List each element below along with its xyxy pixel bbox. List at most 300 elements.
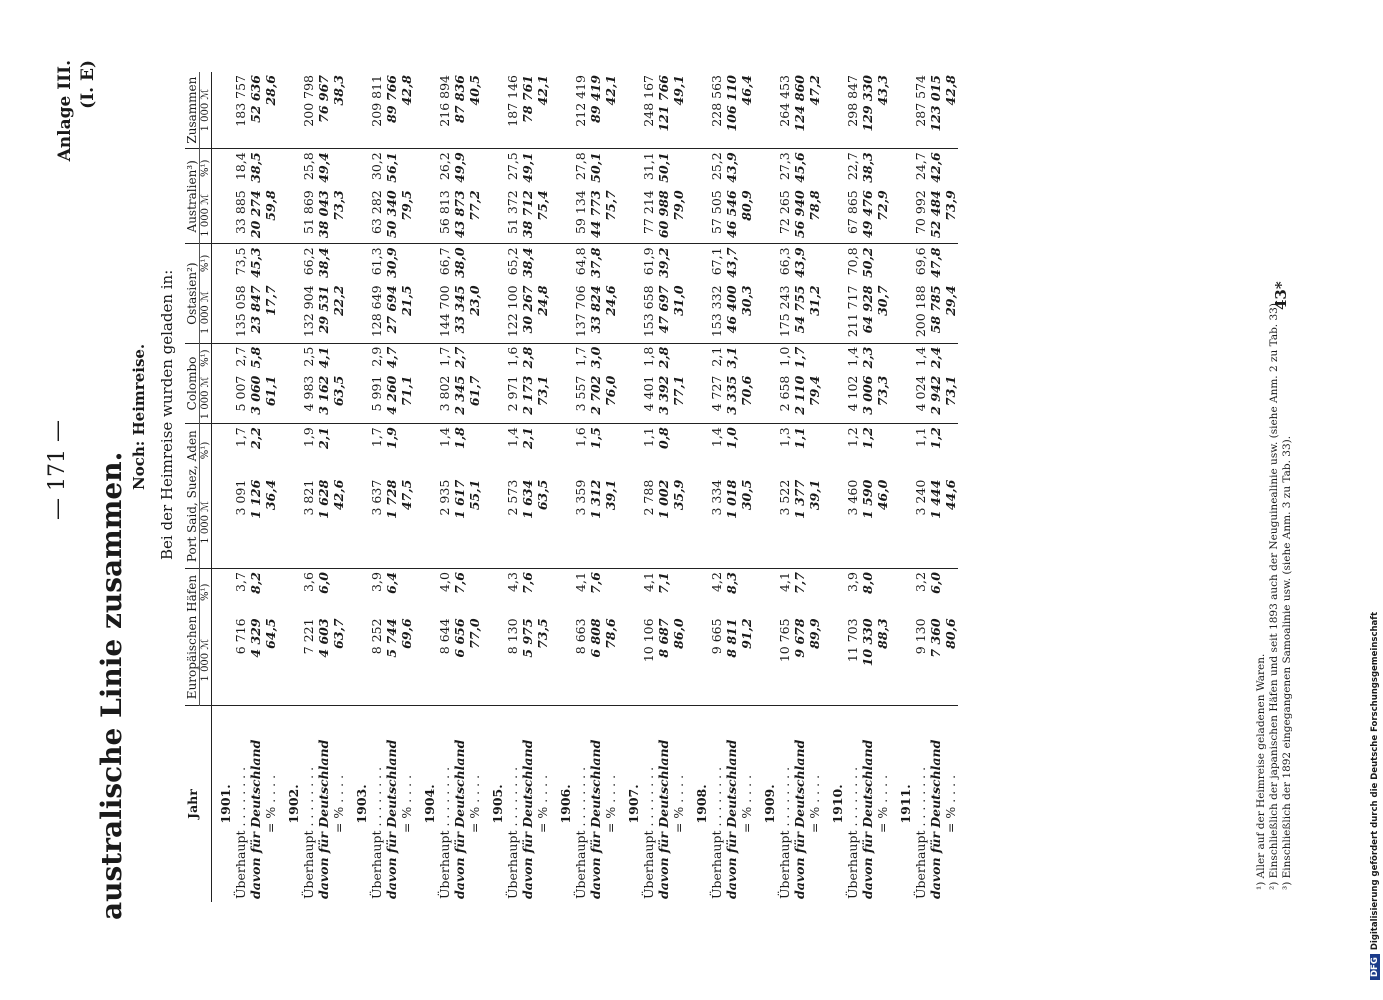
cell-value: 7,6 [588, 572, 603, 594]
cell-value: 56,1 [384, 152, 399, 183]
row-label-germany: davon für Deutschland [248, 739, 263, 899]
cell-value: 49,1 [520, 152, 535, 183]
spacer-cell [686, 615, 709, 705]
cell-value: 39,1 [807, 477, 822, 569]
cell-value: 70,6 [739, 373, 754, 424]
spacer-cell [278, 72, 301, 149]
cell-value: 77,2 [467, 187, 482, 244]
cell-value: 43,7 [724, 247, 739, 278]
spacer-cell [603, 424, 618, 477]
unit-m: 1 000 ℳ [200, 615, 212, 705]
cell-value: 27,3 [777, 152, 792, 181]
cell-value: 228 563 [709, 72, 724, 149]
cell-value: 1,1 [792, 427, 807, 449]
cell-value: 33 885 [233, 187, 248, 244]
spacer-cell [263, 569, 278, 616]
table-row [845, 72, 860, 902]
cell-value: 1 312 [588, 477, 603, 569]
spacer-cell [414, 72, 437, 149]
spacer-cell [482, 72, 505, 149]
spacer-cell [212, 282, 234, 343]
spacer-cell [482, 282, 505, 343]
row-label-pct: = % . . . . [535, 774, 550, 834]
cell-value: 26,2 [437, 152, 452, 181]
table-row [437, 72, 452, 902]
spacer-cell [278, 424, 301, 477]
row-label-pct: = % . . . . [399, 774, 414, 834]
year-cell: 1907. [626, 784, 641, 824]
spacer-cell [212, 569, 234, 616]
spacer-cell [754, 187, 777, 244]
cell-value: 77 214 [641, 187, 656, 244]
cell-value: 132 904 [301, 282, 316, 343]
unit-pct: %¹) [200, 254, 211, 273]
row-label-pct: = % . . . . [875, 774, 890, 834]
cell-value: 30,9 [384, 247, 399, 278]
spacer-cell [482, 569, 505, 616]
cell-value: 2 658 [777, 373, 792, 424]
cell-value: 1,2 [845, 427, 860, 448]
cell-value: 216 894 [437, 72, 452, 149]
spacer-cell [212, 244, 234, 283]
cell-value: 3 240 [913, 477, 928, 569]
cell-value: 65,2 [505, 247, 520, 276]
table-row [467, 72, 482, 902]
cell-value: 73,9 [943, 187, 958, 244]
row-label-total: Überhaupt . . . . . . . . [369, 766, 384, 899]
cell-value: 11 703 [845, 615, 860, 705]
spacer-cell [671, 424, 686, 477]
cell-value: 38 712 [520, 187, 535, 244]
cell-value: 1,8 [641, 346, 656, 367]
unit-m: 1 000 ℳ [200, 187, 212, 244]
table-row [414, 72, 437, 902]
spacer-cell [686, 187, 709, 244]
spacer-cell [278, 187, 301, 244]
cell-value: 58 785 [928, 282, 943, 343]
cell-value: 55,1 [467, 477, 482, 569]
cell-value: 77,1 [671, 373, 686, 424]
cell-value: 47 697 [656, 282, 671, 343]
cell-value: 1,6 [505, 346, 520, 367]
row-label-germany: davon für Deutschland [656, 739, 671, 899]
cell-value: 56 813 [437, 187, 452, 244]
cell-value: 2,2 [248, 427, 263, 449]
cell-value: 63,5 [535, 477, 550, 569]
table-row [301, 72, 316, 902]
spacer-cell [754, 149, 777, 188]
cell-value: 73,5 [535, 615, 550, 705]
cell-value: 4,7 [384, 346, 399, 369]
spacer-cell [822, 244, 845, 283]
cell-value: 73,3 [331, 187, 346, 244]
spacer-cell [739, 149, 754, 188]
noch-heading: Noch: Heimreise. [130, 343, 148, 490]
cell-value: 87 836 [452, 72, 467, 149]
cell-value: 4 983 [301, 373, 316, 424]
cell-value: 89 766 [384, 72, 399, 149]
cell-value: 39,2 [656, 247, 671, 278]
cell-value: 2 573 [505, 477, 520, 569]
cell-value: 89,9 [807, 615, 822, 705]
cell-value: 30,7 [875, 282, 890, 343]
spacer-cell [482, 615, 505, 705]
cell-value: 22,7 [845, 152, 860, 181]
spacer-cell [346, 615, 369, 705]
cell-value: 61,3 [369, 247, 384, 276]
spacer-cell [263, 244, 278, 283]
cell-value: 66,7 [437, 247, 452, 276]
cell-value: 47,5 [399, 477, 414, 569]
spacer-cell [890, 72, 913, 149]
spacer-cell [603, 149, 618, 188]
cell-value: 264 453 [777, 72, 792, 149]
cell-value: 66,2 [301, 247, 316, 276]
cell-value: 75,4 [535, 187, 550, 244]
spacer-cell [822, 72, 845, 149]
cell-value: 42,6 [928, 152, 943, 183]
cell-value: 37,8 [588, 247, 603, 278]
cell-value: 1,4 [845, 346, 860, 367]
spacer-cell [875, 424, 890, 477]
spacer-cell [414, 187, 437, 244]
table-row [724, 72, 739, 902]
cell-value: 4,3 [505, 572, 520, 592]
row-label-pct: = % . . . . [263, 774, 278, 834]
table-row [520, 72, 535, 902]
row-label-germany: davon für Deutschland [860, 739, 875, 899]
cell-value: 1,0 [724, 427, 739, 449]
unit-pct: %¹) [200, 349, 211, 367]
year-cell: 1909. [762, 784, 777, 824]
row-label-total: Überhaupt . . . . . . . . [505, 766, 520, 899]
table-row [913, 72, 928, 902]
cell-value: 45,3 [248, 247, 263, 278]
spacer-cell [603, 343, 618, 372]
spacer-cell [875, 244, 890, 283]
row-label-germany: davon für Deutschland [452, 739, 467, 899]
cell-value: 2,7 [233, 346, 248, 367]
spacer-cell [278, 244, 301, 283]
cell-value: 3,9 [845, 572, 860, 592]
cell-value: 88,3 [875, 615, 890, 705]
cell-value: 1,7 [437, 346, 452, 367]
cell-value: 9 130 [913, 615, 928, 705]
cell-value: 27,5 [505, 152, 520, 181]
spacer-cell [754, 282, 777, 343]
spacer-cell [618, 569, 641, 616]
cell-value: 175 243 [777, 282, 792, 343]
subtitle: Bei der Heimreise wurden geladen in: [158, 269, 176, 560]
cell-value: 2 173 [520, 373, 535, 424]
cell-value: 18,4 [233, 152, 248, 181]
cell-value: 3 091 [233, 477, 248, 569]
cell-value: 1,8 [452, 427, 467, 449]
table-row [588, 72, 603, 902]
cell-value: 3 460 [845, 477, 860, 569]
col-header-ostasien: Ostasien²) [185, 244, 200, 343]
cell-value: 3 335 [724, 373, 739, 424]
spacer-cell [263, 343, 278, 372]
spacer-cell [686, 373, 709, 424]
row-label-pct: = % . . . . [807, 774, 822, 834]
spacer-cell [807, 149, 822, 188]
col-header-portsaid: Port Said, Suez, Aden [185, 424, 200, 569]
cell-value: 2,3 [860, 346, 875, 369]
cell-value: 1 728 [384, 477, 399, 569]
spacer-cell [618, 244, 641, 283]
cell-value: 6 808 [588, 615, 603, 705]
row-label-total: Überhaupt . . . . . . . . [913, 766, 928, 899]
year-cell: 1910. [830, 784, 845, 824]
spacer-cell [212, 373, 234, 424]
spacer-cell [754, 424, 777, 477]
cell-value: 1 002 [656, 477, 671, 569]
cell-value: 1 634 [520, 477, 535, 569]
spacer-cell [278, 343, 301, 372]
cell-value: 4 603 [316, 615, 331, 705]
dfg-logo: DFG [1370, 954, 1380, 980]
cell-value: 9 665 [709, 615, 724, 705]
cell-value: 75,7 [603, 187, 618, 244]
cell-value: 38,0 [452, 247, 467, 278]
cell-value: 1 590 [860, 477, 875, 569]
cell-value: 10 330 [860, 615, 875, 705]
cell-value: 25,8 [301, 152, 316, 181]
spacer-cell [754, 615, 777, 705]
cell-value: 59 134 [573, 187, 588, 244]
spacer-cell [263, 424, 278, 477]
cell-value: 2,4 [928, 346, 943, 369]
spacer-cell [399, 569, 414, 616]
table-row [535, 72, 550, 902]
table-row [482, 72, 505, 902]
cell-value: 123 015 [928, 72, 943, 149]
row-label-total: Überhaupt . . . . . . . . [301, 766, 316, 899]
spacer-cell [535, 569, 550, 616]
cell-value: 80,9 [739, 187, 754, 244]
cell-value: 22,2 [331, 282, 346, 343]
table-row [739, 72, 754, 902]
cell-value: 2,9 [369, 346, 384, 367]
cell-value: 3,6 [301, 572, 316, 592]
spacer-cell [212, 187, 234, 244]
row-label-pct: = % . . . . [603, 774, 618, 834]
cell-value: 33 824 [588, 282, 603, 343]
cell-value: 153 332 [709, 282, 724, 343]
cell-value: 1,7 [792, 346, 807, 369]
row-label-total: Überhaupt . . . . . . . . [437, 766, 452, 899]
spacer-cell [618, 149, 641, 188]
cell-value: 50,2 [860, 247, 875, 278]
spacer-cell [278, 149, 301, 188]
cell-value: 49,1 [671, 72, 686, 149]
spacer-cell [550, 244, 573, 283]
table-row [452, 72, 467, 902]
cell-value: 25,2 [709, 152, 724, 181]
cell-value: 1,6 [573, 427, 588, 448]
spacer-cell [822, 477, 845, 569]
spacer-cell [822, 615, 845, 705]
table-row [754, 72, 777, 902]
cell-value: 2 971 [505, 373, 520, 424]
unit-pct: %¹) [200, 159, 211, 177]
cell-value: 106 110 [724, 72, 739, 149]
cell-value: 73,1 [943, 373, 958, 424]
year-cell: 1911. [898, 784, 913, 824]
cell-value: 64,5 [263, 615, 278, 705]
spacer-cell [550, 373, 573, 424]
cell-value: 4,1 [316, 346, 331, 369]
spacer-cell [467, 149, 482, 188]
cell-value: 3 821 [301, 477, 316, 569]
cell-value: 6 716 [233, 615, 248, 705]
cell-value: 4,1 [641, 572, 656, 592]
spacer-cell [686, 72, 709, 149]
cell-value: 29 531 [316, 282, 331, 343]
spacer-cell [754, 244, 777, 283]
table-row [777, 72, 792, 902]
year-cell: 1903. [354, 784, 369, 824]
cell-value: 7,6 [520, 572, 535, 594]
cell-value: 1 018 [724, 477, 739, 569]
cell-value: 47,2 [807, 72, 822, 149]
spacer-cell [212, 343, 234, 372]
spacer-cell [754, 72, 777, 149]
cell-value: 50,1 [588, 152, 603, 183]
cell-value: 38,4 [520, 247, 535, 278]
year-cell: 1901. [218, 784, 233, 824]
spacer-cell [671, 569, 686, 616]
spacer-cell [346, 72, 369, 149]
page-number: — 171 — [45, 420, 70, 520]
table-row [346, 72, 369, 902]
spacer-cell [890, 373, 913, 424]
cell-value: 23 847 [248, 282, 263, 343]
cell-value: 71,1 [399, 373, 414, 424]
spacer-cell [890, 343, 913, 372]
page-title: australische Linie zusammen. [95, 451, 128, 920]
spacer-cell [686, 477, 709, 569]
spacer-cell [550, 343, 573, 372]
cell-value: 2,1 [520, 427, 535, 449]
cell-value: 76,0 [603, 373, 618, 424]
spacer-cell [550, 187, 573, 244]
table-row [709, 72, 724, 902]
spacer-cell [890, 615, 913, 705]
cell-value: 2 702 [588, 373, 603, 424]
spacer-cell [807, 244, 822, 283]
cell-value: 4 329 [248, 615, 263, 705]
spacer-cell [482, 187, 505, 244]
cell-value: 33 345 [452, 282, 467, 343]
cell-value: 61,1 [263, 373, 278, 424]
spacer-cell [278, 282, 301, 343]
cell-value: 78,6 [603, 615, 618, 705]
year-cell: 1908. [694, 784, 709, 824]
row-label-pct: = % . . . . [943, 774, 958, 834]
table-row [641, 72, 656, 902]
cell-value: 61,9 [641, 247, 656, 276]
cell-value: 42,8 [399, 72, 414, 149]
table-row [573, 72, 588, 902]
spacer-cell [671, 343, 686, 372]
cell-value: 6,0 [928, 572, 943, 594]
footnote-3: ³) Einschließlich der 1892 eingegangenen Samoalinie usw. (siehe Anm. 3 zu Tab. 33). [1281, 435, 1293, 890]
cell-value: 8 252 [369, 615, 384, 705]
spacer-cell [263, 149, 278, 188]
spacer-cell [618, 373, 641, 424]
spacer-cell [331, 343, 346, 372]
digitization-sidebar [1370, 20, 1383, 980]
table-row [860, 72, 875, 902]
cell-value: 46,4 [739, 72, 754, 149]
cell-value: 73,5 [233, 247, 248, 276]
spacer-cell [943, 343, 958, 372]
cell-value: 3,2 [913, 572, 928, 592]
cell-value: 2,8 [520, 346, 535, 369]
spacer-cell [550, 149, 573, 188]
table-body [212, 72, 959, 902]
col-year-header: Jahr [185, 706, 212, 903]
spacer-cell [890, 187, 913, 244]
cell-value: 2,5 [301, 346, 316, 367]
spacer-cell [686, 282, 709, 343]
spacer-cell [550, 569, 573, 616]
cell-value: 1,2 [928, 427, 943, 449]
cell-value: 79,0 [671, 187, 686, 244]
spacer-cell [822, 424, 845, 477]
table-row [316, 72, 331, 902]
cell-value: 66,3 [777, 247, 792, 276]
unit-pct: %¹) [200, 583, 211, 601]
spacer-cell [467, 244, 482, 283]
spacer-cell [467, 343, 482, 372]
cell-value: 2,1 [709, 346, 724, 367]
table-row [369, 72, 384, 902]
cell-value: 24,7 [913, 152, 928, 181]
table-row [943, 72, 958, 902]
spacer-cell [618, 424, 641, 477]
spacer-cell [550, 615, 573, 705]
spacer-cell [482, 373, 505, 424]
spacer-cell [212, 72, 234, 149]
spacer-cell [414, 373, 437, 424]
cell-value: 31,0 [671, 282, 686, 343]
row-label-germany: davon für Deutschland [792, 739, 807, 899]
cell-value: 5 744 [384, 615, 399, 705]
cell-value: 38 043 [316, 187, 331, 244]
cell-value: 211 717 [845, 282, 860, 343]
cell-value: 8 130 [505, 615, 520, 705]
cell-value: 49 476 [860, 187, 875, 244]
cell-value: 44 773 [588, 187, 603, 244]
spacer-cell [535, 149, 550, 188]
spacer-cell [754, 343, 777, 372]
cell-value: 2 942 [928, 373, 943, 424]
spacer-cell [331, 569, 346, 616]
cell-value: 38,5 [248, 152, 263, 183]
spacer-cell [754, 373, 777, 424]
spacer-cell [331, 244, 346, 283]
table-row [233, 72, 248, 902]
cell-value: 30,3 [739, 282, 754, 343]
cell-value: 52 636 [248, 72, 263, 149]
table-row [618, 72, 641, 902]
spacer-cell [399, 343, 414, 372]
table-row [384, 72, 399, 902]
spacer-cell [414, 343, 437, 372]
